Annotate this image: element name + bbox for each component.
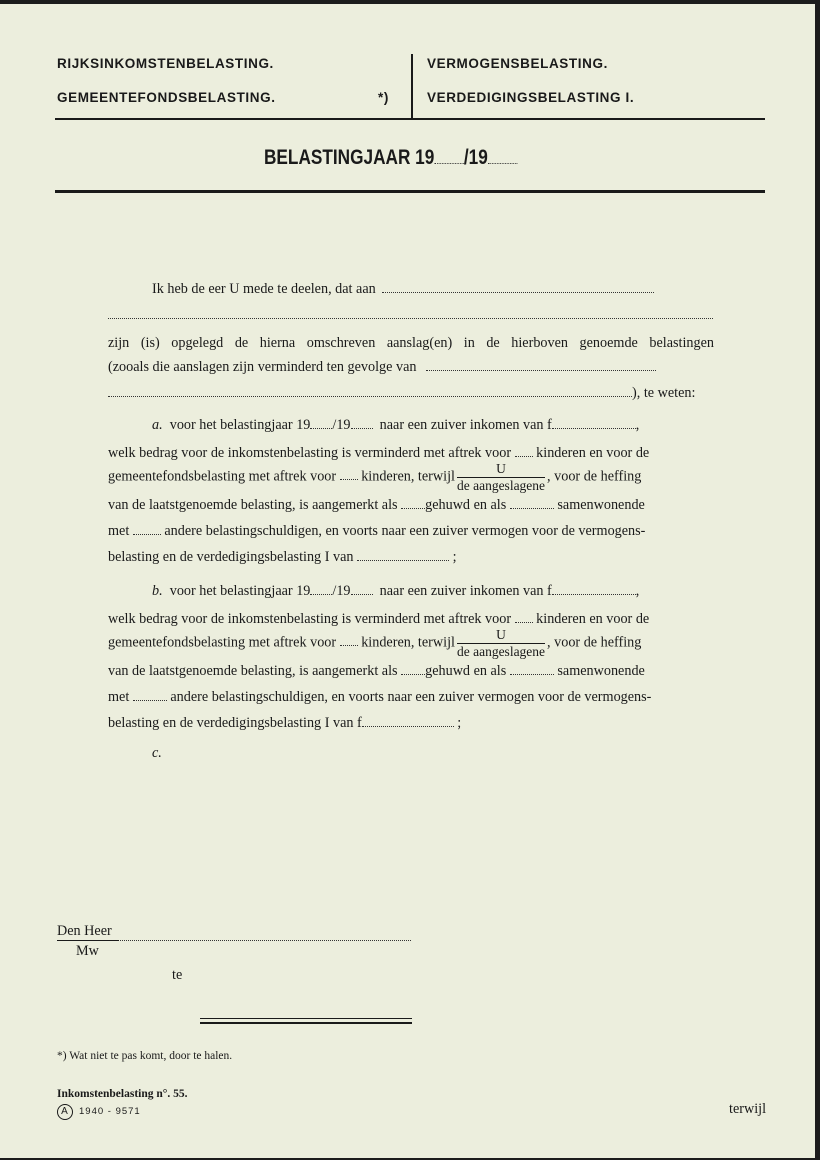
form-id: Inkomstenbelasting n°. 55. bbox=[57, 1088, 188, 1100]
section-a-line3: gemeentefondsbelasting met aftrek voor kinderen, terwijl $\frac{U}{\text{de aangeslagene}}$ , voor de heffing bbox=[108, 461, 642, 493]
section-a-line4: van de laatstgenoemde belasting, is aangemerkt als gehuwd en als samenwonende bbox=[108, 497, 645, 513]
title-belastingjaar: BELASTINGJAAR 19 /19 bbox=[264, 146, 517, 170]
address-den-heer: Den Heer bbox=[57, 924, 411, 941]
intro-line4: ), te weten: bbox=[108, 386, 695, 400]
header-right-line1: VERMOGENSBELASTING. bbox=[427, 56, 608, 71]
section-b-line5: met andere belastingschuldigen, en voorts naar een zuiver vermogen voor de vermogens- bbox=[108, 689, 652, 705]
den-heer-underline bbox=[57, 940, 119, 941]
tax-assessment-form bbox=[0, 4, 815, 1158]
capital-blank-a bbox=[357, 559, 449, 561]
reduction-blank-line2 bbox=[108, 395, 632, 397]
recipient-blank-line2 bbox=[108, 318, 713, 319]
address-line-thin bbox=[200, 1018, 412, 1019]
title-rule bbox=[55, 190, 765, 193]
section-a-line5: met andere belastingschuldigen, en voorts naar een zuiver vermogen voor de vermogens- bbox=[108, 523, 646, 539]
address-line-thick bbox=[200, 1022, 412, 1024]
intro-line2: zijn (is) opgelegd de hierna omschreven aanslag(en) in de hierboven genoemde belastingen bbox=[108, 335, 714, 351]
income-blank-b bbox=[552, 593, 636, 595]
fraction-u-over-aangeslagene: $\frac{U}{\text{de aangeslagene}}$ bbox=[456, 627, 546, 659]
section-c-label: c. bbox=[152, 745, 162, 761]
section-b-line2: welk bedrag voor de inkomstenbelasting is verminderd met aftrek voor kinderen en voor de bbox=[108, 611, 650, 627]
footnote: *) Wat niet te pas komt, door te halen. bbox=[57, 1050, 233, 1062]
footnote-mark: *) bbox=[378, 90, 389, 105]
address-mw: Mw bbox=[76, 943, 99, 959]
section-b-line4: van de laatstgenoemde belasting, is aangemerkt als gehuwd en als samenwonende bbox=[108, 663, 645, 679]
corner-word: terwijl bbox=[729, 1101, 767, 1117]
print-code-line: A 1940 - 9571 bbox=[57, 1104, 141, 1120]
income-blank-a bbox=[552, 427, 636, 429]
section-a-line1: a. voor het belastingjaar 19 /19 naar een zuiver inkomen van f , bbox=[152, 417, 640, 433]
section-b-line3: gemeentefondsbelasting met aftrek voor kinderen, terwijl $\frac{U}{\text{de aangeslagene}}$ , voor de heffing bbox=[108, 627, 642, 659]
recipient-blank bbox=[382, 291, 654, 293]
year-blank-1 bbox=[434, 162, 464, 164]
section-a-line6: belasting en de verdedigingsbelasting I van ; bbox=[108, 549, 457, 565]
section-b-line1: b. voor het belastingjaar 19 /19 naar een zuiver inkomen van f , bbox=[152, 583, 640, 599]
header-rule bbox=[55, 118, 765, 120]
header-right-line2: VERDEDIGINGSBELASTING I. bbox=[427, 90, 635, 105]
year-blank-2 bbox=[488, 162, 518, 164]
section-a-line2: welk bedrag voor de inkomstenbelasting is verminderd met aftrek voor kinderen en voor de bbox=[108, 445, 650, 461]
intro-line1: Ik heb de eer U mede te deelen, dat aan bbox=[152, 282, 654, 296]
header-left-line1: RIJKSINKOMSTENBELASTING. bbox=[57, 56, 274, 71]
header-left-line2: GEMEENTEFONDSBELASTING. bbox=[57, 90, 276, 105]
address-te: te bbox=[172, 967, 183, 983]
section-b-line6: belasting en de verdedigingsbelasting I van f ; bbox=[108, 715, 462, 731]
reduction-blank bbox=[426, 369, 656, 371]
fraction-u-over-aangeslagene: $\frac{U}{\text{de aangeslagene}}$ bbox=[456, 461, 546, 493]
intro-line3: (zooals die aanslagen zijn verminderd ten gevolge van bbox=[108, 360, 656, 374]
capital-blank-b bbox=[362, 725, 454, 727]
printer-logo-icon: A bbox=[57, 1104, 73, 1120]
header-divider bbox=[411, 54, 413, 118]
